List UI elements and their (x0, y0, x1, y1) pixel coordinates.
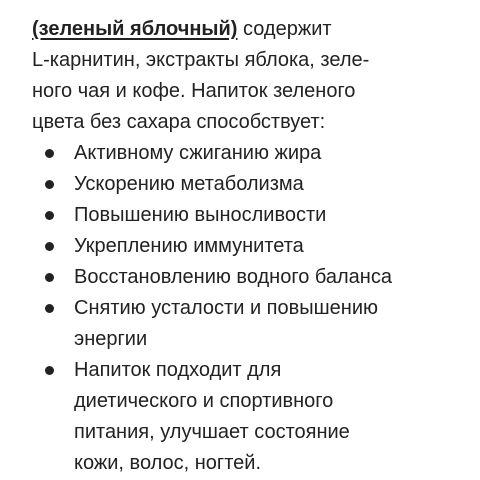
bullet-icon (45, 366, 54, 375)
list-item-text: Повышению выносливости (74, 204, 327, 226)
list-item-text: Укреплению иммунитета (74, 235, 304, 257)
benefits-list (32, 138, 458, 479)
list-item-text: Напиток подходит для (74, 359, 282, 381)
list-item-text: энергии (74, 328, 148, 350)
intro-line-3: ного чая и кофе. Напиток зеленого (32, 80, 356, 102)
list-item (32, 231, 458, 262)
list-item (32, 200, 458, 231)
list-item-text: Восстановлению водного баланса (74, 266, 392, 288)
list-item (32, 355, 458, 479)
list-item-text: питания, улучшает состояние (74, 421, 350, 443)
list-item (32, 169, 458, 200)
intro-paragraph (32, 14, 458, 138)
list-item-text: Ускорению метаболизма (74, 173, 304, 195)
list-item-text: Снятию усталости и повышению (74, 297, 379, 319)
intro-line-1-rest: содержит (237, 18, 332, 40)
bullet-icon (45, 180, 54, 189)
bullet-icon (45, 273, 54, 282)
product-variant-highlight: (зеленый яблочный) (32, 18, 238, 40)
bullet-icon (45, 242, 54, 251)
list-item-text: Активному сжиганию жира (74, 142, 322, 164)
bullet-icon (45, 211, 54, 220)
bullet-icon (45, 304, 54, 313)
list-item-text: диетического и спортивного (74, 390, 334, 412)
bullet-icon (45, 149, 54, 158)
intro-line-2: L-карнитин, экстракты яблока, зеле- (32, 49, 370, 71)
list-item (32, 293, 458, 355)
intro-line-4: цвета без сахара способствует: (32, 111, 326, 133)
list-item-text: кожи, волос, ногтей. (74, 452, 262, 474)
intro-line-1 (32, 14, 458, 45)
list-item (32, 138, 458, 169)
list-item (32, 262, 458, 293)
